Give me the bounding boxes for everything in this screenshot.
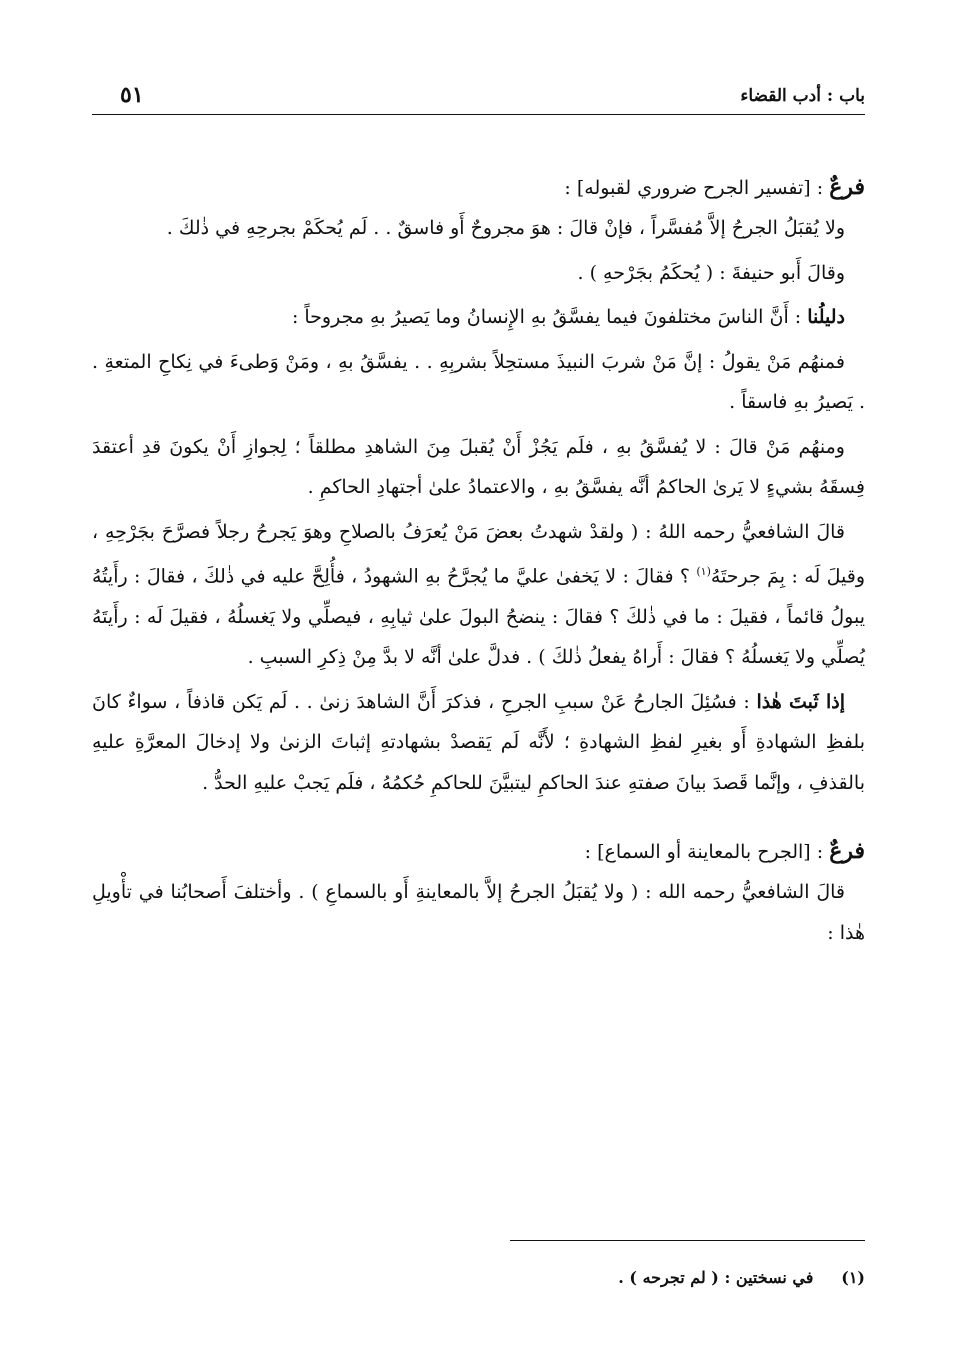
footnote-reference[interactable]: (١) — [696, 565, 711, 578]
paragraph — [92, 297, 865, 338]
paragraph — [92, 512, 865, 678]
section-title: : [الجرح بالمعاينة أو السماع] : — [584, 841, 830, 864]
paragraph — [92, 427, 865, 508]
footnote — [618, 1268, 865, 1287]
section-keyword: فرعٌ — [829, 174, 865, 200]
section-keyword: فرعٌ — [829, 838, 865, 865]
page-number: ٥١ — [120, 82, 144, 108]
body-text — [92, 167, 865, 953]
running-title: باب : أدب القضاء — [740, 86, 865, 106]
footnote-text: في نسختين : ( لم تجرحه ) . — [618, 1268, 814, 1287]
paragraph-lead: دليلُنا — [807, 306, 845, 328]
paragraph-text: ولا يُقبَلُ الجرحُ إلاَّ مُفسَّراً ، فإنْ قالَ : هوَ مجروحٌ أَو فاسقٌ . . لَم يُحكَمْ بجرحِهِ في ذٰلكَ . — [166, 217, 845, 239]
paragraph — [92, 682, 865, 804]
paragraph — [92, 872, 865, 953]
section-spacer — [92, 807, 865, 831]
paragraph-text: قالَ الشافعيُّ رحمه الله : ( ولا يُقبَلُ الجرحُ إلاَّ بالمعاينةِ أَو بالسماعِ ) . وأختلفَ أَصحابُنا في تأْويلِ هٰذا : — [92, 881, 865, 944]
paragraph-text: : أَنَّ الناسَ مختلفونَ فيما يفسَّقُ بهِ الإِنسانُ وما يَصيرُ بهِ مجروحاً : — [291, 306, 808, 328]
paragraph-text: : فسُئِلَ الجارحُ عَنْ سببِ الجرحِ ، فذكرَ أَنَّ الشاهدَ زنىٰ . . لَم يَكن قاذفاً ، سواءٌ كانَ بلفظِ الشهادةِ أَو بغيرِ لفظِ الشهادةِ ؛ لأَنَّه لَم يَقصدْ بشهادتهِ إثباتَ الزنىٰ ولا إدخالَ المعرَّةِ عليهِ بالقذفِ ، وإنَّما قَصدَ بيانَ صفتهِ عندَ الحاكمِ ليتبيَّنَ للحاكمِ حُكمُهُ ، فلَم يَجبْ عليهِ الحدُّ . — [92, 690, 865, 794]
document-page — [92, 80, 865, 1340]
paragraph-text-continued: ؟ فقالَ : لا يَخفىٰ عليَّ ما يُجرَّحُ بهِ الشهودُ ، فأُلِحَّ عليه في ذٰلكَ ، فقالَ : رأَيتُهُ يبولُ قائماً ، فقيلَ : ما في ذٰلكَ ؟ فقالَ : ينضحُ البولَ علىٰ ثيابِهِ ، فيصلِّي ولا يَغسلُهُ ، فقيلَ لَه : رأَيتَهُ يُصلِّي ولا يَغسلُهُ ؟ فقالَ : أَراهُ يفعلُ ذٰلكَ ) . فدلَّ علىٰ أنَّه لا بدَّ مِنْ ذِكرِ السببِ . — [92, 565, 865, 669]
section-heading — [92, 167, 865, 208]
paragraph — [92, 253, 865, 294]
footnote-divider — [510, 1240, 865, 1241]
footnote-marker: (١) — [841, 1268, 865, 1287]
page-header — [92, 80, 865, 115]
section-heading — [92, 831, 865, 872]
paragraph-lead: إذا ثَبتَ هٰذا — [756, 690, 846, 713]
paragraph-text: وقالَ أَبو حنيفةَ : ( يُحكَمُ بجَرْحهِ ) . — [577, 261, 845, 284]
paragraph-text: قالَ الشافعيُّ رحمه اللهُ : ( ولقدْ شهدتُ بعضَ مَنْ يُعرَفُ بالصلاحِ وهوَ يَجرحُ رجلاً فصرَّحَ بجَرْحِهِ ، وقيلَ لَه : بِمَ جرحتَهُ — [92, 520, 865, 588]
paragraph-text: فمنهُم مَنْ يقولُ : إنَّ مَنْ شربَ النبيذَ مستحِلاً بشربِهِ . . يفسَّقُ بهِ ، ومَنْ وَطىءَ في نِكاحِ المتعةِ . . يَصيرُ بهِ فاسقاً . — [92, 350, 865, 413]
section-title: : [تفسير الجرح ضروري لقبوله] : — [564, 177, 830, 199]
paragraph — [92, 342, 865, 423]
paragraph — [92, 208, 865, 249]
paragraph-text: ومنهُم مَنْ قالَ : لا يُفسَّقُ بهِ ، فلَم يَجُزْ أَنْ يُقبلَ مِنَ الشاهدِ مطلقاً ؛ لِجوازِ أَنْ يكونَ قدِ أعتقدَ فِسقَهُ بشيءٍ لا يَرىٰ الحاكمُ أنَّه يفسَّقُ بهِ ، والاعتمادُ علىٰ أجتهادِ الحاكمِ . — [92, 435, 865, 498]
